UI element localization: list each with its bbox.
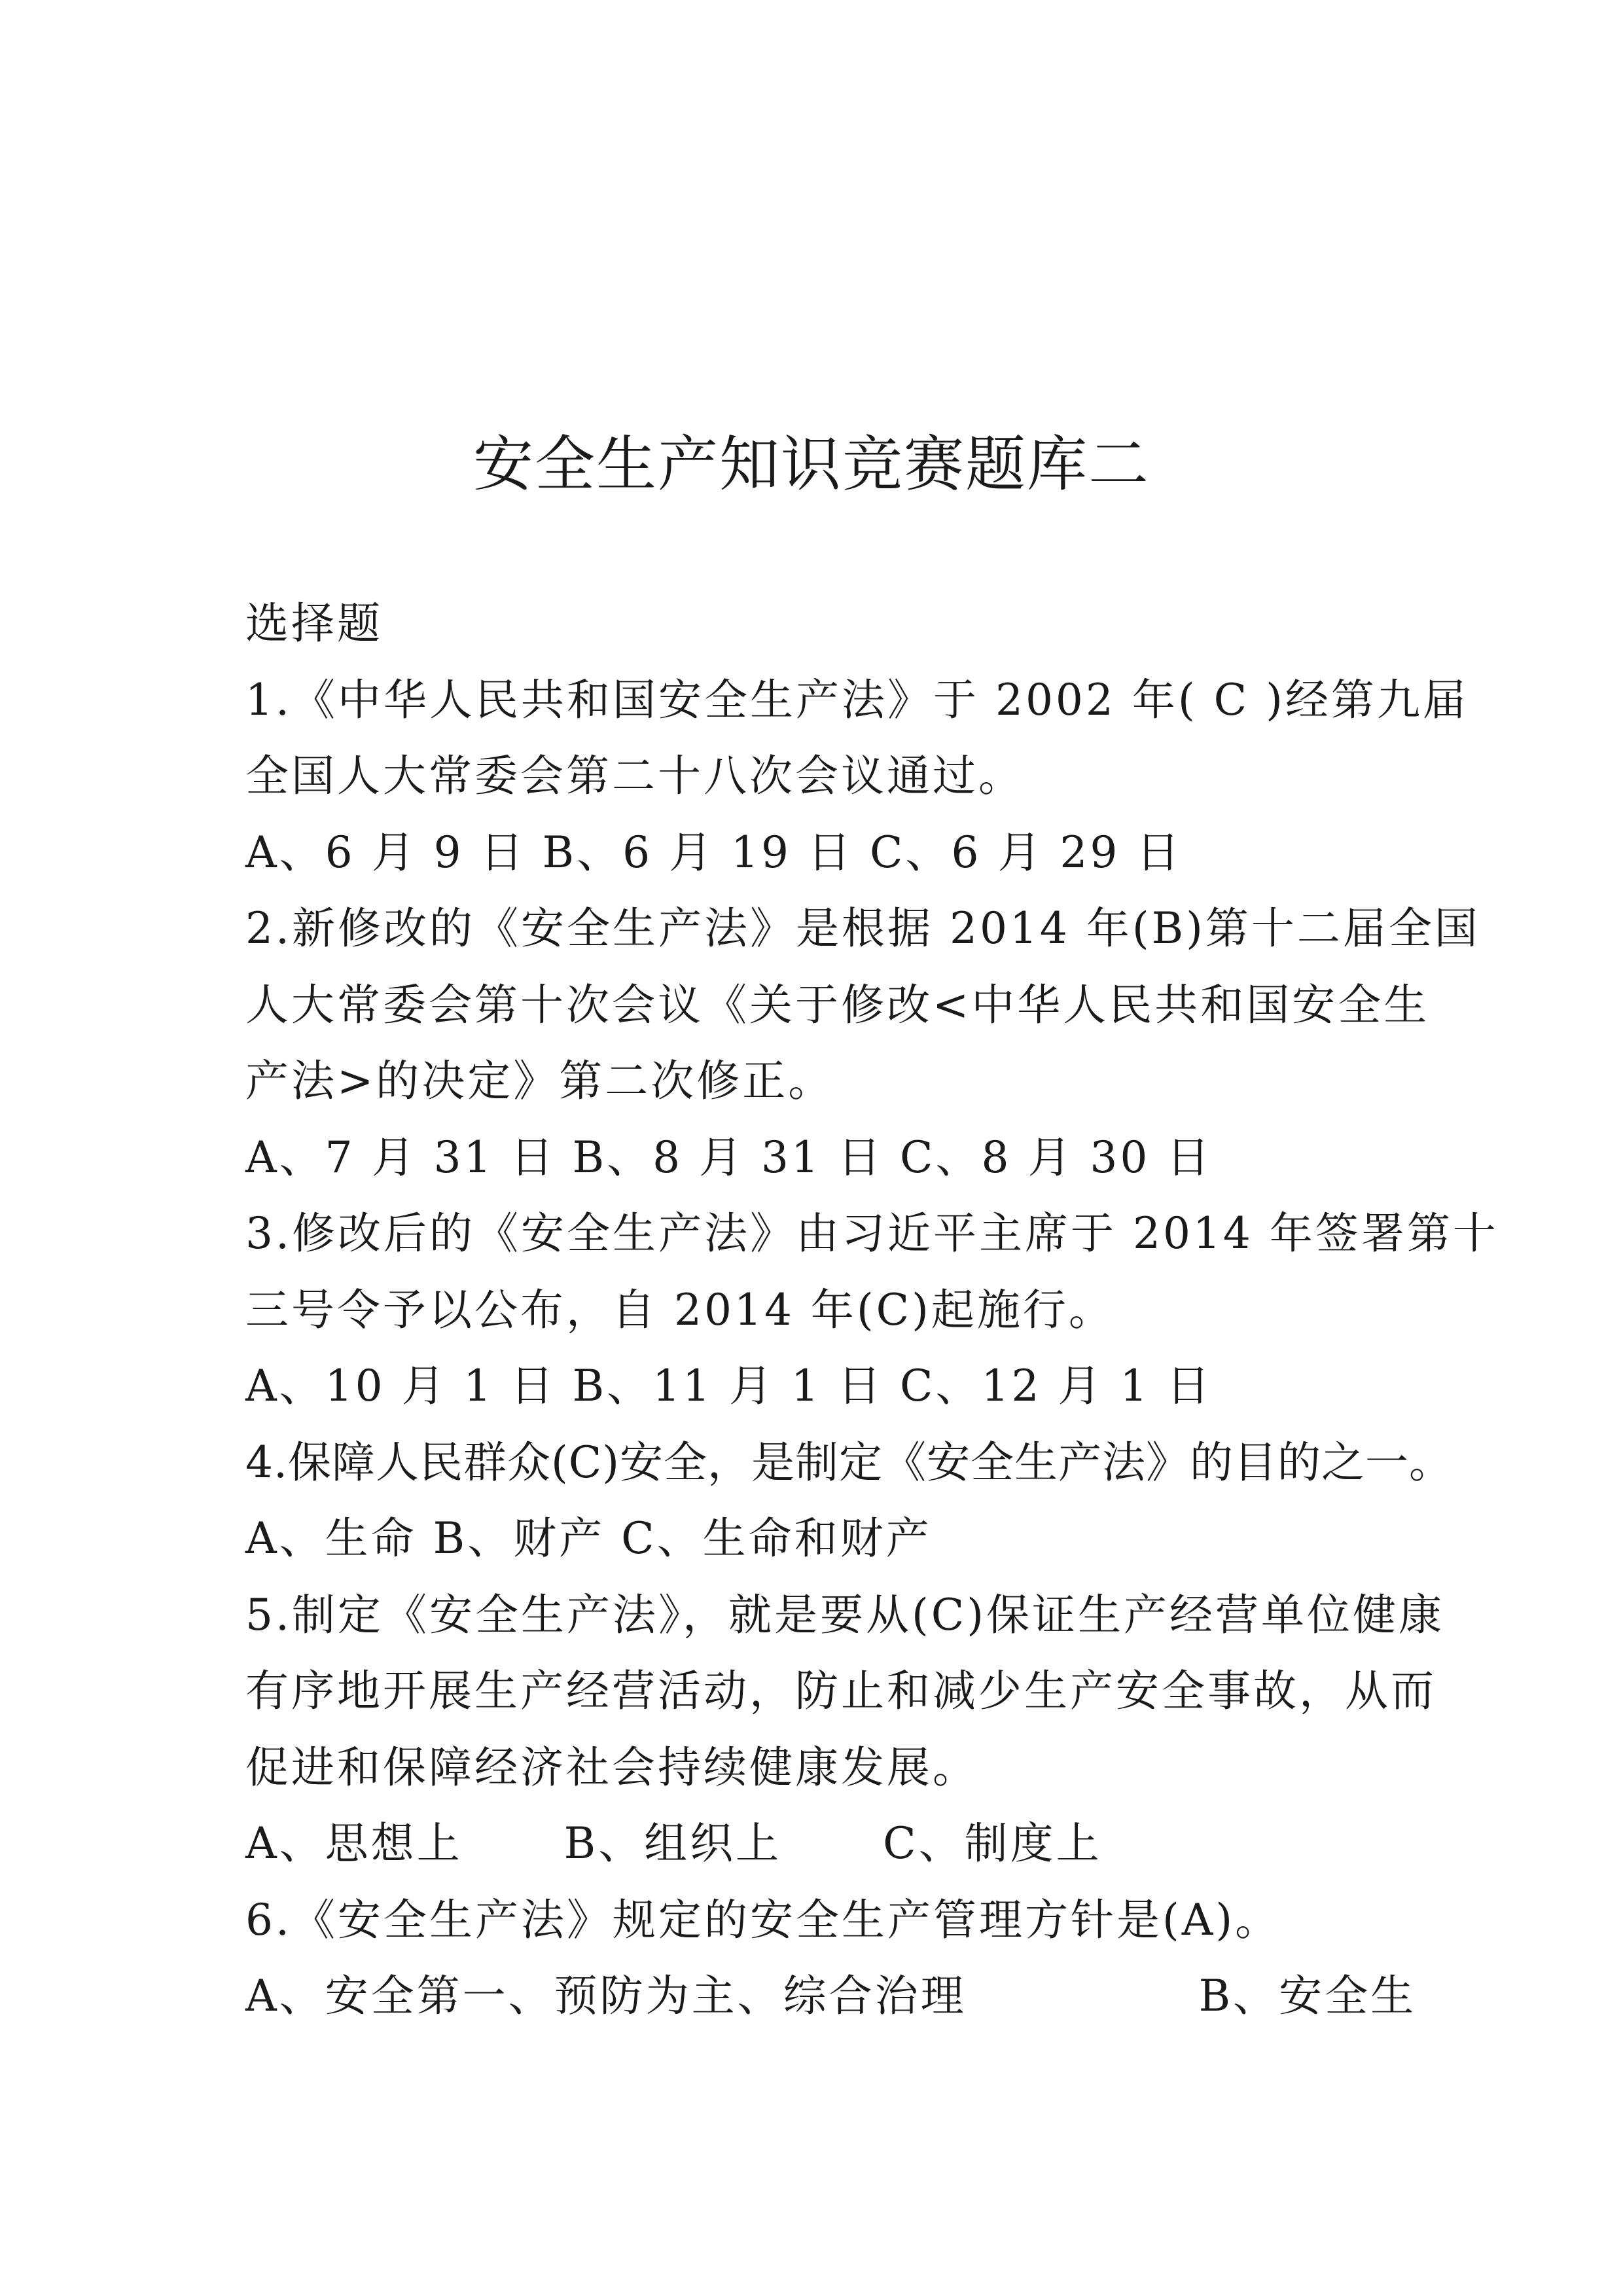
option-a: A、安全第一、预防为主、综合治理 [245,1971,967,2021]
question-1-options [245,815,1423,891]
question-5-line-1: 5.制定《安全生产法》，就是要从(C)保证生产经营单位健康 [245,1589,1444,1640]
option-c: C、生命和财产 [621,1513,932,1564]
question-5-options [245,1806,1423,1882]
option-c: C、8 月 30 日 [899,1132,1213,1183]
question-5-line-3: 促进和保障经济社会持续健康发展。 [245,1742,978,1793]
option-c: C、制度上 [883,1818,1102,1869]
question-6-line-1: 6.《安全生产法》规定的安全生产管理方针是(A)。 [245,1894,1281,1945]
question-4-options [245,1501,1423,1577]
question-2-line-3: 产法>的决定》第二次修正。 [245,1056,834,1106]
option-a: A、生命 [245,1513,417,1564]
option-c: C、12 月 1 日 [899,1361,1213,1411]
option-a: A、7 月 31 日 [245,1132,556,1183]
option-b: B、组织上 [563,1818,782,1869]
question-3-line-2: 三号令予以公布，自 2014 年(C)起施行。 [245,1284,1115,1335]
question-3-options [245,1348,1423,1425]
option-b: B、安全生 [1198,1971,1417,2021]
question-5-line-2: 有序地开展生产经营活动，防止和减少生产安全事故，从而 [245,1666,1436,1716]
option-a: A、思想上 [245,1818,463,1869]
option-a: A、10 月 1 日 [245,1361,556,1411]
question-1-line-1: 1.《中华人民共和国安全生产法》于 2002 年( C )经第九届 [245,674,1469,725]
document-body [245,586,1499,2035]
question-2-line-1: 2.新修改的《安全生产法》是根据 2014 年(B)第十二届全国 [245,903,1480,954]
option-b: B、财产 [433,1513,605,1564]
option-c: C、6 月 29 日 [869,827,1183,878]
document-title: 安全生产知识竞赛题库二 [473,429,1150,499]
option-b: B、8 月 31 日 [572,1132,883,1183]
question-1-line-2: 全国人大常委会第二十八次会议通过。 [245,751,1024,801]
option-a: A、6 月 9 日 [245,827,526,878]
option-b: B、6 月 19 日 [542,827,853,878]
question-6-options [245,1958,1423,2035]
section-heading: 选择题 [245,598,383,649]
question-3-line-1: 3.修改后的《安全生产法》由习近平主席于 2014 年签署第十 [245,1208,1499,1259]
question-2-options [245,1120,1423,1196]
question-4-line-1: 4.保障人民群众(C)安全，是制定《安全生产法》的目的之一。 [245,1437,1453,1488]
option-b: B、11 月 1 日 [572,1361,883,1411]
question-2-line-2: 人大常委会第十次会议《关于修改<中华人民共和国安全生 [245,979,1430,1030]
